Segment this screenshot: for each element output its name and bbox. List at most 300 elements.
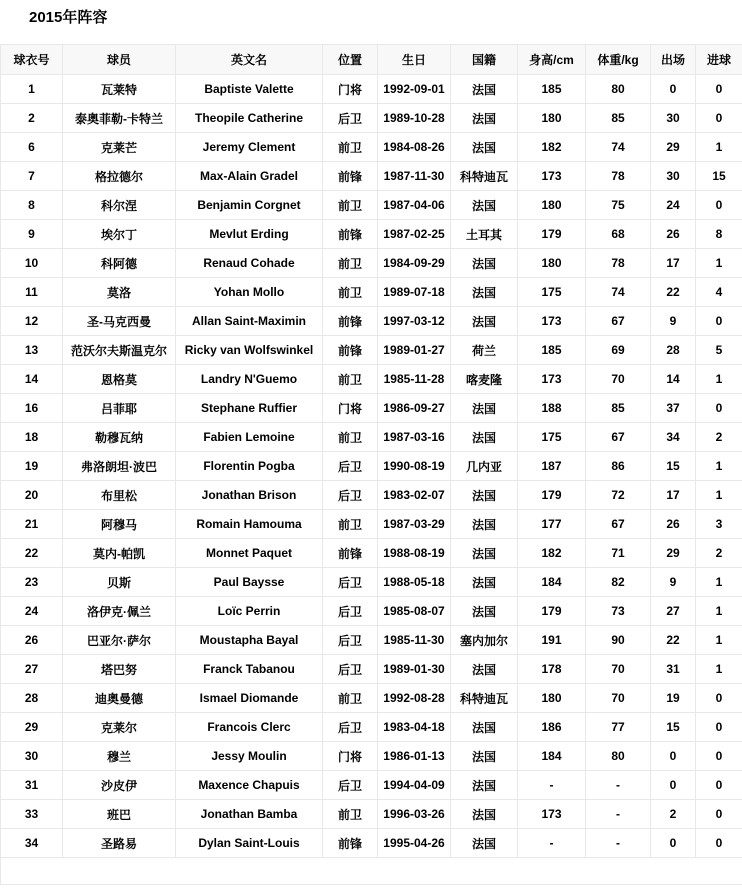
cell-height-cm: 179: [518, 481, 586, 510]
cell-nationality: 法国: [451, 75, 518, 104]
cell-goals: 1: [696, 626, 742, 655]
cell-appearances: 9: [651, 307, 696, 336]
cell-nationality: 法国: [451, 249, 518, 278]
cell-goals: 1: [696, 568, 742, 597]
cell-position: 前卫: [323, 684, 378, 713]
cell-player-name-cn: 圣路易: [63, 829, 176, 858]
cell-appearances: 37: [651, 394, 696, 423]
cell-jersey-number: 19: [1, 452, 63, 481]
cell-player-name-en: Jonathan Brison: [176, 481, 323, 510]
cell-weight-kg: 74: [586, 278, 651, 307]
table-row: [1, 423, 742, 452]
cell-weight-kg: 78: [586, 249, 651, 278]
column-header-birthday: 生日: [378, 45, 451, 75]
cell-birthday: 1985-11-30: [378, 626, 451, 655]
cell-player-name-en: Landry N'Guemo: [176, 365, 323, 394]
cell-nationality: 几内亚: [451, 452, 518, 481]
cell-weight-kg: 73: [586, 597, 651, 626]
cell-appearances: 19: [651, 684, 696, 713]
table-row: [1, 539, 742, 568]
cell-weight-kg: 67: [586, 510, 651, 539]
cell-player-name-cn: 圣-马克西曼: [63, 307, 176, 336]
table-row: [1, 481, 742, 510]
cell-position: 后卫: [323, 597, 378, 626]
table-row: [1, 597, 742, 626]
cell-player-name-cn: 莫内-帕凯: [63, 539, 176, 568]
table-row: [1, 278, 742, 307]
cell-player-name-cn: 吕菲耶: [63, 394, 176, 423]
cell-nationality: 法国: [451, 597, 518, 626]
cell-appearances: 30: [651, 162, 696, 191]
cell-appearances: 0: [651, 771, 696, 800]
cell-position: 前锋: [323, 162, 378, 191]
cell-height-cm: 182: [518, 133, 586, 162]
column-header-appearances: 出场: [651, 45, 696, 75]
cell-birthday: 1994-04-09: [378, 771, 451, 800]
column-header-weight-kg: 体重/kg: [586, 45, 651, 75]
cell-player-name-en: Jeremy Clement: [176, 133, 323, 162]
cell-player-name-cn: 巴亚尔·萨尔: [63, 626, 176, 655]
cell-jersey-number: 30: [1, 742, 63, 771]
cell-weight-kg: 77: [586, 713, 651, 742]
page-title: 2015年阵容: [29, 9, 108, 26]
cell-player-name-cn: 迪奥曼德: [63, 684, 176, 713]
cell-appearances: 24: [651, 191, 696, 220]
cell-weight-kg: 72: [586, 481, 651, 510]
cell-nationality: 法国: [451, 278, 518, 307]
table-row: [1, 452, 742, 481]
cell-player-name-en: Mevlut Erding: [176, 220, 323, 249]
cell-jersey-number: 33: [1, 800, 63, 829]
cell-appearances: 2: [651, 800, 696, 829]
cell-nationality: 塞内加尔: [451, 626, 518, 655]
cell-player-name-cn: 穆兰: [63, 742, 176, 771]
cell-goals: 0: [696, 307, 742, 336]
cell-goals: 4: [696, 278, 742, 307]
cell-goals: 0: [696, 771, 742, 800]
cell-appearances: 30: [651, 104, 696, 133]
cell-height-cm: 185: [518, 336, 586, 365]
cell-player-name-cn: 格拉德尔: [63, 162, 176, 191]
cell-nationality: 法国: [451, 104, 518, 133]
cell-height-cm: 178: [518, 655, 586, 684]
cell-jersey-number: 11: [1, 278, 63, 307]
cell-player-name-cn: 泰奥菲勒-卡特兰: [63, 104, 176, 133]
cell-player-name-cn: 克莱尔: [63, 713, 176, 742]
cell-appearances: 15: [651, 713, 696, 742]
cell-position: 后卫: [323, 568, 378, 597]
cell-position: 后卫: [323, 626, 378, 655]
cell-height-cm: 177: [518, 510, 586, 539]
cell-player-name-en: Yohan Mollo: [176, 278, 323, 307]
cell-weight-kg: 70: [586, 655, 651, 684]
table-footer: [1, 858, 742, 885]
cell-appearances: 22: [651, 278, 696, 307]
cell-birthday: 1986-09-27: [378, 394, 451, 423]
cell-birthday: 1997-03-12: [378, 307, 451, 336]
cell-nationality: 法国: [451, 568, 518, 597]
table-body: [1, 75, 742, 858]
cell-jersey-number: 20: [1, 481, 63, 510]
table-row: [1, 713, 742, 742]
cell-height-cm: -: [518, 829, 586, 858]
cell-appearances: 9: [651, 568, 696, 597]
cell-goals: 1: [696, 452, 742, 481]
cell-birthday: 1989-07-18: [378, 278, 451, 307]
cell-nationality: 科特迪瓦: [451, 684, 518, 713]
cell-goals: 0: [696, 75, 742, 104]
cell-height-cm: 173: [518, 162, 586, 191]
cell-player-name-en: Monnet Paquet: [176, 539, 323, 568]
cell-jersey-number: 27: [1, 655, 63, 684]
cell-position: 后卫: [323, 655, 378, 684]
cell-appearances: 14: [651, 365, 696, 394]
cell-height-cm: 188: [518, 394, 586, 423]
cell-position: 前卫: [323, 423, 378, 452]
cell-appearances: 0: [651, 742, 696, 771]
cell-nationality: 法国: [451, 539, 518, 568]
cell-weight-kg: 69: [586, 336, 651, 365]
cell-player-name-en: Stephane Ruffier: [176, 394, 323, 423]
cell-height-cm: 180: [518, 191, 586, 220]
cell-weight-kg: 71: [586, 539, 651, 568]
cell-weight-kg: -: [586, 829, 651, 858]
cell-appearances: 0: [651, 75, 696, 104]
squad-table: [0, 44, 742, 885]
cell-weight-kg: 67: [586, 307, 651, 336]
table-row: [1, 829, 742, 858]
cell-player-name-en: Francois Clerc: [176, 713, 323, 742]
cell-jersey-number: 9: [1, 220, 63, 249]
table-row: [1, 220, 742, 249]
cell-player-name-en: Dylan Saint-Louis: [176, 829, 323, 858]
cell-position: 前锋: [323, 829, 378, 858]
cell-position: 门将: [323, 75, 378, 104]
cell-jersey-number: 2: [1, 104, 63, 133]
column-header-player-name-en: 英文名: [176, 45, 323, 75]
cell-height-cm: 179: [518, 597, 586, 626]
cell-birthday: 1987-11-30: [378, 162, 451, 191]
table-row: [1, 75, 742, 104]
cell-birthday: 1989-01-27: [378, 336, 451, 365]
table-row: [1, 307, 742, 336]
cell-nationality: 法国: [451, 655, 518, 684]
cell-birthday: 1992-08-28: [378, 684, 451, 713]
cell-height-cm: 185: [518, 75, 586, 104]
cell-jersey-number: 23: [1, 568, 63, 597]
cell-height-cm: 187: [518, 452, 586, 481]
cell-player-name-cn: 塔巴努: [63, 655, 176, 684]
cell-jersey-number: 18: [1, 423, 63, 452]
cell-position: 后卫: [323, 104, 378, 133]
cell-nationality: 科特迪瓦: [451, 162, 518, 191]
cell-appearances: 22: [651, 626, 696, 655]
cell-nationality: 法国: [451, 307, 518, 336]
cell-appearances: 34: [651, 423, 696, 452]
cell-goals: 0: [696, 394, 742, 423]
cell-nationality: 法国: [451, 133, 518, 162]
cell-goals: 1: [696, 481, 742, 510]
table-row: [1, 800, 742, 829]
cell-goals: 1: [696, 133, 742, 162]
cell-appearances: 26: [651, 510, 696, 539]
cell-goals: 2: [696, 539, 742, 568]
cell-jersey-number: 12: [1, 307, 63, 336]
cell-goals: 8: [696, 220, 742, 249]
cell-birthday: 1985-11-28: [378, 365, 451, 394]
table-row: [1, 133, 742, 162]
cell-position: 前卫: [323, 510, 378, 539]
cell-nationality: 法国: [451, 510, 518, 539]
cell-height-cm: 180: [518, 104, 586, 133]
cell-position: 后卫: [323, 771, 378, 800]
cell-appearances: 17: [651, 249, 696, 278]
cell-birthday: 1985-08-07: [378, 597, 451, 626]
cell-birthday: 1990-08-19: [378, 452, 451, 481]
cell-jersey-number: 7: [1, 162, 63, 191]
cell-weight-kg: 80: [586, 742, 651, 771]
cell-goals: 0: [696, 800, 742, 829]
cell-weight-kg: -: [586, 771, 651, 800]
cell-nationality: 法国: [451, 771, 518, 800]
cell-player-name-en: Jonathan Bamba: [176, 800, 323, 829]
cell-player-name-cn: 瓦莱特: [63, 75, 176, 104]
cell-weight-kg: 80: [586, 75, 651, 104]
cell-player-name-en: Moustapha Bayal: [176, 626, 323, 655]
cell-player-name-en: Fabien Lemoine: [176, 423, 323, 452]
cell-height-cm: 180: [518, 249, 586, 278]
cell-player-name-en: Paul Baysse: [176, 568, 323, 597]
cell-weight-kg: 74: [586, 133, 651, 162]
cell-position: 前锋: [323, 307, 378, 336]
cell-position: 前卫: [323, 133, 378, 162]
cell-position: 门将: [323, 394, 378, 423]
cell-nationality: 法国: [451, 742, 518, 771]
column-header-position: 位置: [323, 45, 378, 75]
cell-jersey-number: 13: [1, 336, 63, 365]
cell-jersey-number: 31: [1, 771, 63, 800]
cell-player-name-cn: 班巴: [63, 800, 176, 829]
cell-height-cm: 184: [518, 742, 586, 771]
cell-jersey-number: 14: [1, 365, 63, 394]
cell-goals: 0: [696, 713, 742, 742]
table-row: [1, 742, 742, 771]
cell-player-name-cn: 莫洛: [63, 278, 176, 307]
table-row: [1, 104, 742, 133]
cell-birthday: 1988-05-18: [378, 568, 451, 597]
cell-nationality: 法国: [451, 394, 518, 423]
cell-weight-kg: 85: [586, 394, 651, 423]
cell-position: 前卫: [323, 191, 378, 220]
cell-appearances: 15: [651, 452, 696, 481]
cell-player-name-cn: 克莱芒: [63, 133, 176, 162]
table-row: [1, 249, 742, 278]
cell-nationality: 喀麦隆: [451, 365, 518, 394]
cell-goals: 0: [696, 104, 742, 133]
cell-weight-kg: 82: [586, 568, 651, 597]
cell-goals: 3: [696, 510, 742, 539]
table-row: [1, 191, 742, 220]
cell-goals: 0: [696, 191, 742, 220]
cell-position: 后卫: [323, 713, 378, 742]
cell-birthday: 1996-03-26: [378, 800, 451, 829]
cell-position: 门将: [323, 742, 378, 771]
cell-weight-kg: 70: [586, 365, 651, 394]
cell-player-name-en: Maxence Chapuis: [176, 771, 323, 800]
cell-height-cm: 173: [518, 365, 586, 394]
cell-position: 前锋: [323, 336, 378, 365]
cell-player-name-cn: 布里松: [63, 481, 176, 510]
cell-goals: 0: [696, 829, 742, 858]
cell-player-name-en: Max-Alain Gradel: [176, 162, 323, 191]
cell-weight-kg: -: [586, 800, 651, 829]
cell-appearances: 31: [651, 655, 696, 684]
cell-height-cm: 173: [518, 800, 586, 829]
cell-player-name-en: Jessy Moulin: [176, 742, 323, 771]
cell-height-cm: 186: [518, 713, 586, 742]
table-row: [1, 568, 742, 597]
cell-goals: 1: [696, 655, 742, 684]
cell-height-cm: 173: [518, 307, 586, 336]
table-row: [1, 336, 742, 365]
cell-position: 后卫: [323, 481, 378, 510]
cell-player-name-en: Loïc Perrin: [176, 597, 323, 626]
cell-birthday: 1987-03-16: [378, 423, 451, 452]
cell-position: 前卫: [323, 278, 378, 307]
table-row: [1, 365, 742, 394]
empty-row: [1, 858, 742, 885]
cell-nationality: 法国: [451, 829, 518, 858]
column-header-player-name-cn: 球员: [63, 45, 176, 75]
table-row: [1, 771, 742, 800]
table-row: [1, 684, 742, 713]
table-row: [1, 162, 742, 191]
cell-player-name-cn: 勒穆瓦纳: [63, 423, 176, 452]
cell-weight-kg: 70: [586, 684, 651, 713]
cell-weight-kg: 86: [586, 452, 651, 481]
cell-jersey-number: 22: [1, 539, 63, 568]
cell-height-cm: 182: [518, 539, 586, 568]
cell-appearances: 29: [651, 539, 696, 568]
cell-jersey-number: 10: [1, 249, 63, 278]
cell-position: 前锋: [323, 539, 378, 568]
cell-player-name-cn: 贝斯: [63, 568, 176, 597]
cell-weight-kg: 68: [586, 220, 651, 249]
cell-jersey-number: 28: [1, 684, 63, 713]
cell-player-name-en: Ricky van Wolfswinkel: [176, 336, 323, 365]
cell-player-name-en: Ismael Diomande: [176, 684, 323, 713]
cell-player-name-en: Renaud Cohade: [176, 249, 323, 278]
cell-birthday: 1984-08-26: [378, 133, 451, 162]
cell-nationality: 法国: [451, 191, 518, 220]
cell-player-name-cn: 范沃尔夫斯温克尔: [63, 336, 176, 365]
cell-player-name-en: Romain Hamouma: [176, 510, 323, 539]
cell-birthday: 1984-09-29: [378, 249, 451, 278]
cell-birthday: 1995-04-26: [378, 829, 451, 858]
column-header-height-cm: 身高/cm: [518, 45, 586, 75]
cell-jersey-number: 8: [1, 191, 63, 220]
cell-appearances: 29: [651, 133, 696, 162]
cell-appearances: 28: [651, 336, 696, 365]
cell-appearances: 17: [651, 481, 696, 510]
cell-player-name-cn: 阿穆马: [63, 510, 176, 539]
cell-player-name-cn: 弗洛朗坦·波巴: [63, 452, 176, 481]
cell-birthday: 1986-01-13: [378, 742, 451, 771]
cell-appearances: 0: [651, 829, 696, 858]
cell-height-cm: 191: [518, 626, 586, 655]
cell-goals: 1: [696, 365, 742, 394]
column-header-nationality: 国籍: [451, 45, 518, 75]
column-header-jersey-number: 球衣号: [1, 45, 63, 75]
cell-jersey-number: 16: [1, 394, 63, 423]
cell-player-name-en: Baptiste Valette: [176, 75, 323, 104]
cell-height-cm: 175: [518, 423, 586, 452]
cell-position: 前卫: [323, 365, 378, 394]
cell-height-cm: 175: [518, 278, 586, 307]
cell-player-name-en: Benjamin Corgnet: [176, 191, 323, 220]
cell-birthday: 1983-04-18: [378, 713, 451, 742]
cell-nationality: 法国: [451, 481, 518, 510]
cell-jersey-number: 21: [1, 510, 63, 539]
cell-height-cm: 180: [518, 684, 586, 713]
cell-nationality: 土耳其: [451, 220, 518, 249]
cell-nationality: 法国: [451, 423, 518, 452]
cell-player-name-cn: 沙皮伊: [63, 771, 176, 800]
cell-player-name-cn: 埃尔丁: [63, 220, 176, 249]
cell-weight-kg: 90: [586, 626, 651, 655]
cell-jersey-number: 6: [1, 133, 63, 162]
cell-nationality: 法国: [451, 800, 518, 829]
cell-position: 前卫: [323, 249, 378, 278]
cell-goals: 0: [696, 742, 742, 771]
cell-jersey-number: 24: [1, 597, 63, 626]
cell-birthday: 1988-08-19: [378, 539, 451, 568]
cell-weight-kg: 67: [586, 423, 651, 452]
cell-appearances: 26: [651, 220, 696, 249]
cell-height-cm: 184: [518, 568, 586, 597]
cell-goals: 1: [696, 249, 742, 278]
empty-cell: [1, 858, 742, 885]
cell-player-name-cn: 科尔涅: [63, 191, 176, 220]
table-row: [1, 626, 742, 655]
cell-goals: 2: [696, 423, 742, 452]
cell-player-name-en: Franck Tabanou: [176, 655, 323, 684]
column-header-goals: 进球: [696, 45, 742, 75]
cell-birthday: 1983-02-07: [378, 481, 451, 510]
table-header-row: [1, 45, 742, 75]
cell-player-name-en: Florentin Pogba: [176, 452, 323, 481]
cell-birthday: 1987-03-29: [378, 510, 451, 539]
cell-player-name-en: Allan Saint-Maximin: [176, 307, 323, 336]
table-row: [1, 394, 742, 423]
cell-goals: 0: [696, 684, 742, 713]
cell-position: 前锋: [323, 220, 378, 249]
cell-jersey-number: 26: [1, 626, 63, 655]
cell-goals: 15: [696, 162, 742, 191]
cell-height-cm: 179: [518, 220, 586, 249]
cell-player-name-cn: 恩格莫: [63, 365, 176, 394]
cell-birthday: 1989-01-30: [378, 655, 451, 684]
cell-birthday: 1992-09-01: [378, 75, 451, 104]
cell-position: 后卫: [323, 452, 378, 481]
cell-player-name-cn: 科阿德: [63, 249, 176, 278]
cell-weight-kg: 78: [586, 162, 651, 191]
cell-appearances: 27: [651, 597, 696, 626]
cell-jersey-number: 1: [1, 75, 63, 104]
table-row: [1, 655, 742, 684]
cell-height-cm: -: [518, 771, 586, 800]
cell-jersey-number: 29: [1, 713, 63, 742]
